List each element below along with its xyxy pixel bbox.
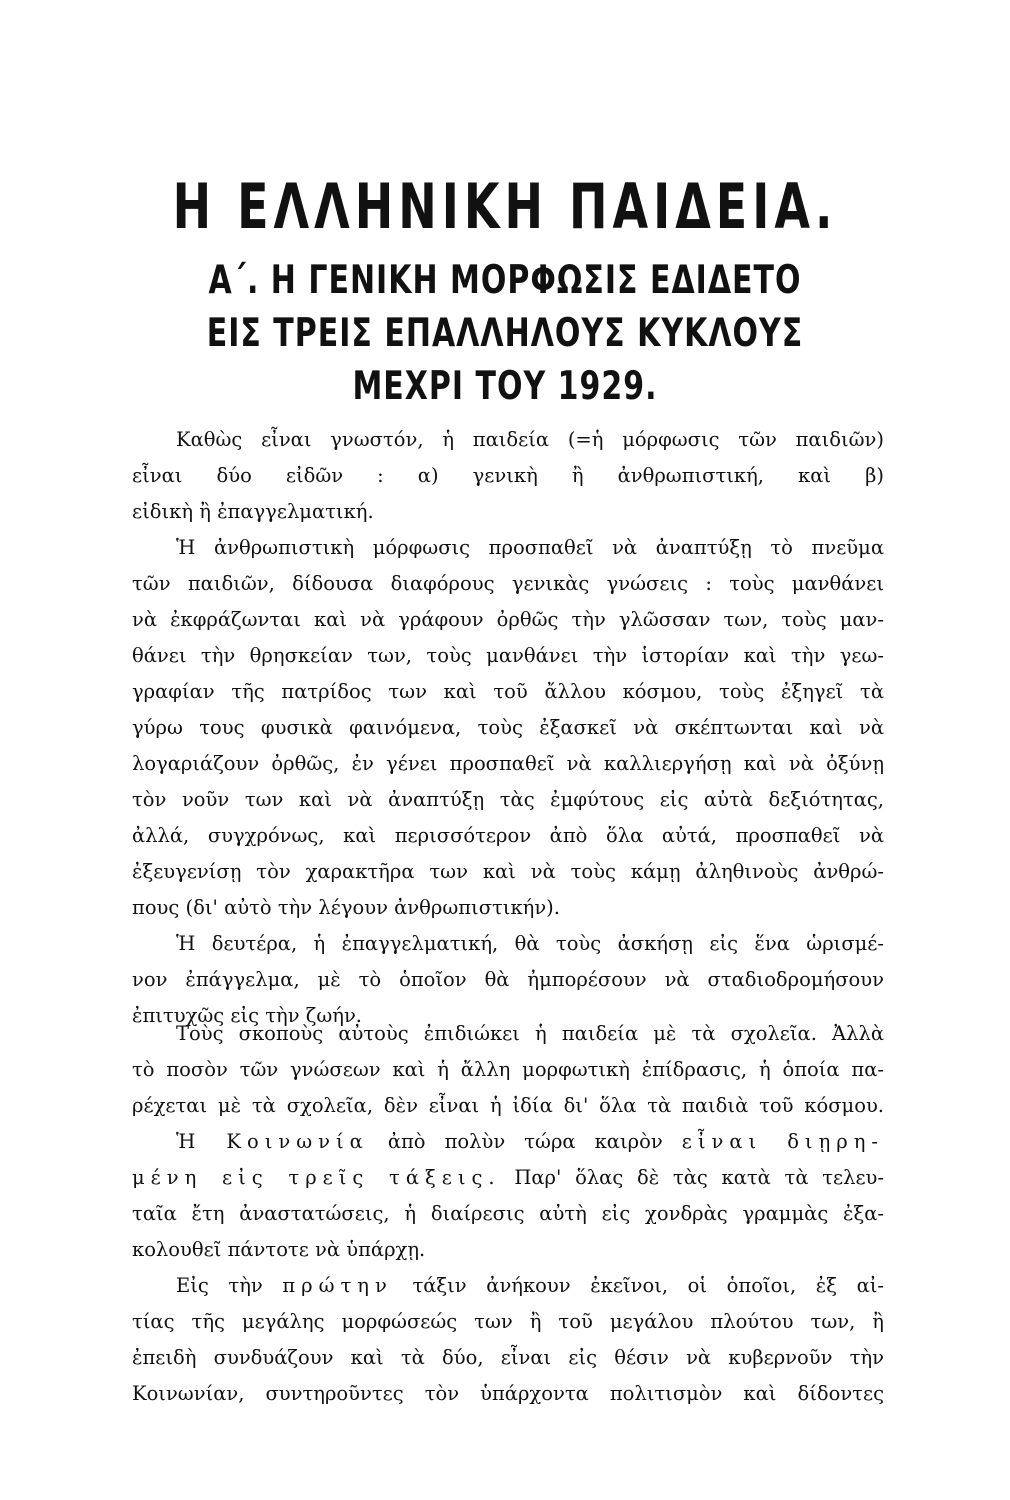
spaced-word: μένη εἰς τρεῖς τάξεις.	[132, 1166, 501, 1189]
text-line: Ἡ ἀνθρωπιστικὴ μόρφωσις προσπαθεῖ νὰ ἀναπτύξῃ τὸ πνεῦμα	[176, 536, 884, 559]
section-heading-line-2: ΕΙΣ ΤΡΕΙΣ ΕΠΑΛΛΗΛΟΥΣ ΚΥΚΛΟΥΣ	[206, 311, 804, 357]
text-line: Ἡ δευτέρα, ἡ ἐπαγγελματική, θὰ τοὺς ἀσκήσῃ εἰς ἕνα ὡρισμέ-	[176, 932, 884, 955]
text-line: θάνει τὴν θρησκείαν των, τοὺς μανθάνει τὴν ἱστορίαν καὶ τὴν γεω-	[132, 644, 884, 667]
text-line: τίας τῆς μεγάλης μορφώσεώς των ἢ τοῦ μεγάλου πλούτου των, ἢ	[132, 1310, 884, 1333]
text-line: Κοινωνίαν, συντηροῦντες τὸν ὑπάρχοντα πολιτισμὸν καὶ δίδοντες	[132, 1382, 884, 1405]
text-line: εἰδικὴ ἢ ἐπαγγελματική.	[132, 500, 374, 523]
text-line: κολουθεῖ πάντοτε νὰ ὑπάρχῃ.	[132, 1238, 426, 1261]
spaced-word: εἶναι διῃρη-	[681, 1130, 884, 1153]
text-segment: τάξιν ἀνήκουν ἐκεῖνοι, οἱ ὁποῖοι, ἐξ αἰ-	[412, 1274, 884, 1297]
text-line: τὸ ποσὸν τῶν γνώσεων καὶ ἡ ἄλλη μορφωτικὴ ἐπίδρασις, ἡ ὁποία πα-	[132, 1058, 884, 1081]
text-segment: ἀπὸ πολὺν τώρα καιρὸν	[387, 1130, 663, 1153]
text-line	[132, 1124, 884, 1160]
text-line: πους (δι' αὐτὸ τὴν λέγουν ἀνθρωπιστικήν).	[132, 896, 560, 919]
paragraph-5	[132, 1124, 884, 1268]
section-heading-line-3: ΜΕΧΡΙ ΤΟΥ 1929.	[352, 364, 658, 410]
text-segment: Εἰς τὴν	[176, 1274, 263, 1297]
spaced-word: Ἡ Κοινωνία	[176, 1130, 369, 1153]
text-line: νον ἐπάγγελμα, μὲ τὸ ὁποῖον θὰ ἠμπορέσουν νὰ σταδιοδρομήσουν	[132, 968, 884, 991]
text-line: ἐπειδὴ συνδυάζουν καὶ τὰ δύο, εἶναι εἰς θέσιν νὰ κυβερνοῦν τὴν	[132, 1346, 884, 1369]
page-title: Η ΕΛΛΗΝΙΚΗ ΠΑΙΔΕΙΑ.	[172, 170, 838, 243]
text-line: Καθὼς εἶναι γνωστόν, ἡ παιδεία (=ἡ μόρφωσις τῶν παιδιῶν)	[176, 428, 884, 451]
text-line: ταῖα ἔτη ἀναστατώσεις, ἡ διαίρεσις αὐτὴ εἰς χονδρὰς γραμμὰς ἐξα-	[132, 1202, 884, 1225]
text-line: ρέχεται μὲ τὰ σχολεῖα, δὲν εἶναι ἡ ἰδία δι' ὅλα τὰ παιδιὰ τοῦ κόσμου.	[132, 1094, 884, 1117]
text-block-2	[132, 1016, 884, 1412]
text-line	[132, 1160, 884, 1196]
text-line: ἐπιτυχῶς εἰς τὴν ζωήν.	[132, 1004, 363, 1027]
text-block-1	[132, 422, 884, 1034]
text-line: Τοὺς σκοποὺς αὐτοὺς ἐπιδιώκει ἡ παιδεία μὲ τὰ σχολεῖα. Ἀλλὰ	[176, 1022, 884, 1045]
text-segment: Παρ' ὅλας δὲ τὰς κατὰ τὰ τελευ-	[514, 1166, 885, 1189]
text-line: τῶν παιδιῶν, δίδουσα διαφόρους γενικὰς γνώσεις : τοὺς μανθάνει	[132, 572, 884, 595]
text-line: εἶναι δύο εἰδῶν : α) γενικὴ ἢ ἀνθρωπιστική, καὶ β)	[132, 464, 884, 487]
paragraph-2	[132, 530, 884, 926]
text-line: νὰ ἐκφράζωνται καὶ νὰ γράφουν ὀρθῶς τὴν γλῶσσαν των, τοὺς μαν-	[132, 608, 884, 631]
spaced-word: πρώτην	[282, 1274, 393, 1297]
text-line: γύρω τους φυσικὰ φαινόμενα, τοὺς ἐξασκεῖ νὰ σκέπτωνται καὶ νὰ	[132, 716, 884, 739]
text-line	[132, 1268, 884, 1304]
text-line: λογαριάζουν ὀρθῶς, ἐν γένει προσπαθεῖ νὰ καλλιεργήσῃ καὶ νὰ ὀξύνῃ	[132, 752, 884, 775]
text-line: ἐξευγενίσῃ τὸν χαρακτῆρα των καὶ νὰ τοὺς κάμῃ ἀληθινοὺς ἀνθρώ-	[132, 860, 884, 883]
section-heading-line-1: Α΄. Η ΓΕΝΙΚΗ ΜΟΡΦΩΣΙΣ ΕΔΙΔΕΤΟ	[208, 258, 802, 304]
text-line: γραφίαν τῆς πατρίδος των καὶ τοῦ ἄλλου κόσμου, τοὺς ἐξηγεῖ τὰ	[132, 680, 884, 703]
paragraph-1	[132, 422, 884, 530]
paragraph-4	[132, 1016, 884, 1124]
text-line: τὸν νοῦν των καὶ νὰ ἀναπτύξῃ τὰς ἐμφύτους εἰς αὐτὰ δεξιότητας,	[132, 788, 884, 811]
paragraph-6	[132, 1268, 884, 1412]
text-line: ἀλλά, συγχρόνως, καὶ περισσότερον ἀπὸ ὅλα αὐτά, προσπαθεῖ νὰ	[132, 824, 884, 847]
